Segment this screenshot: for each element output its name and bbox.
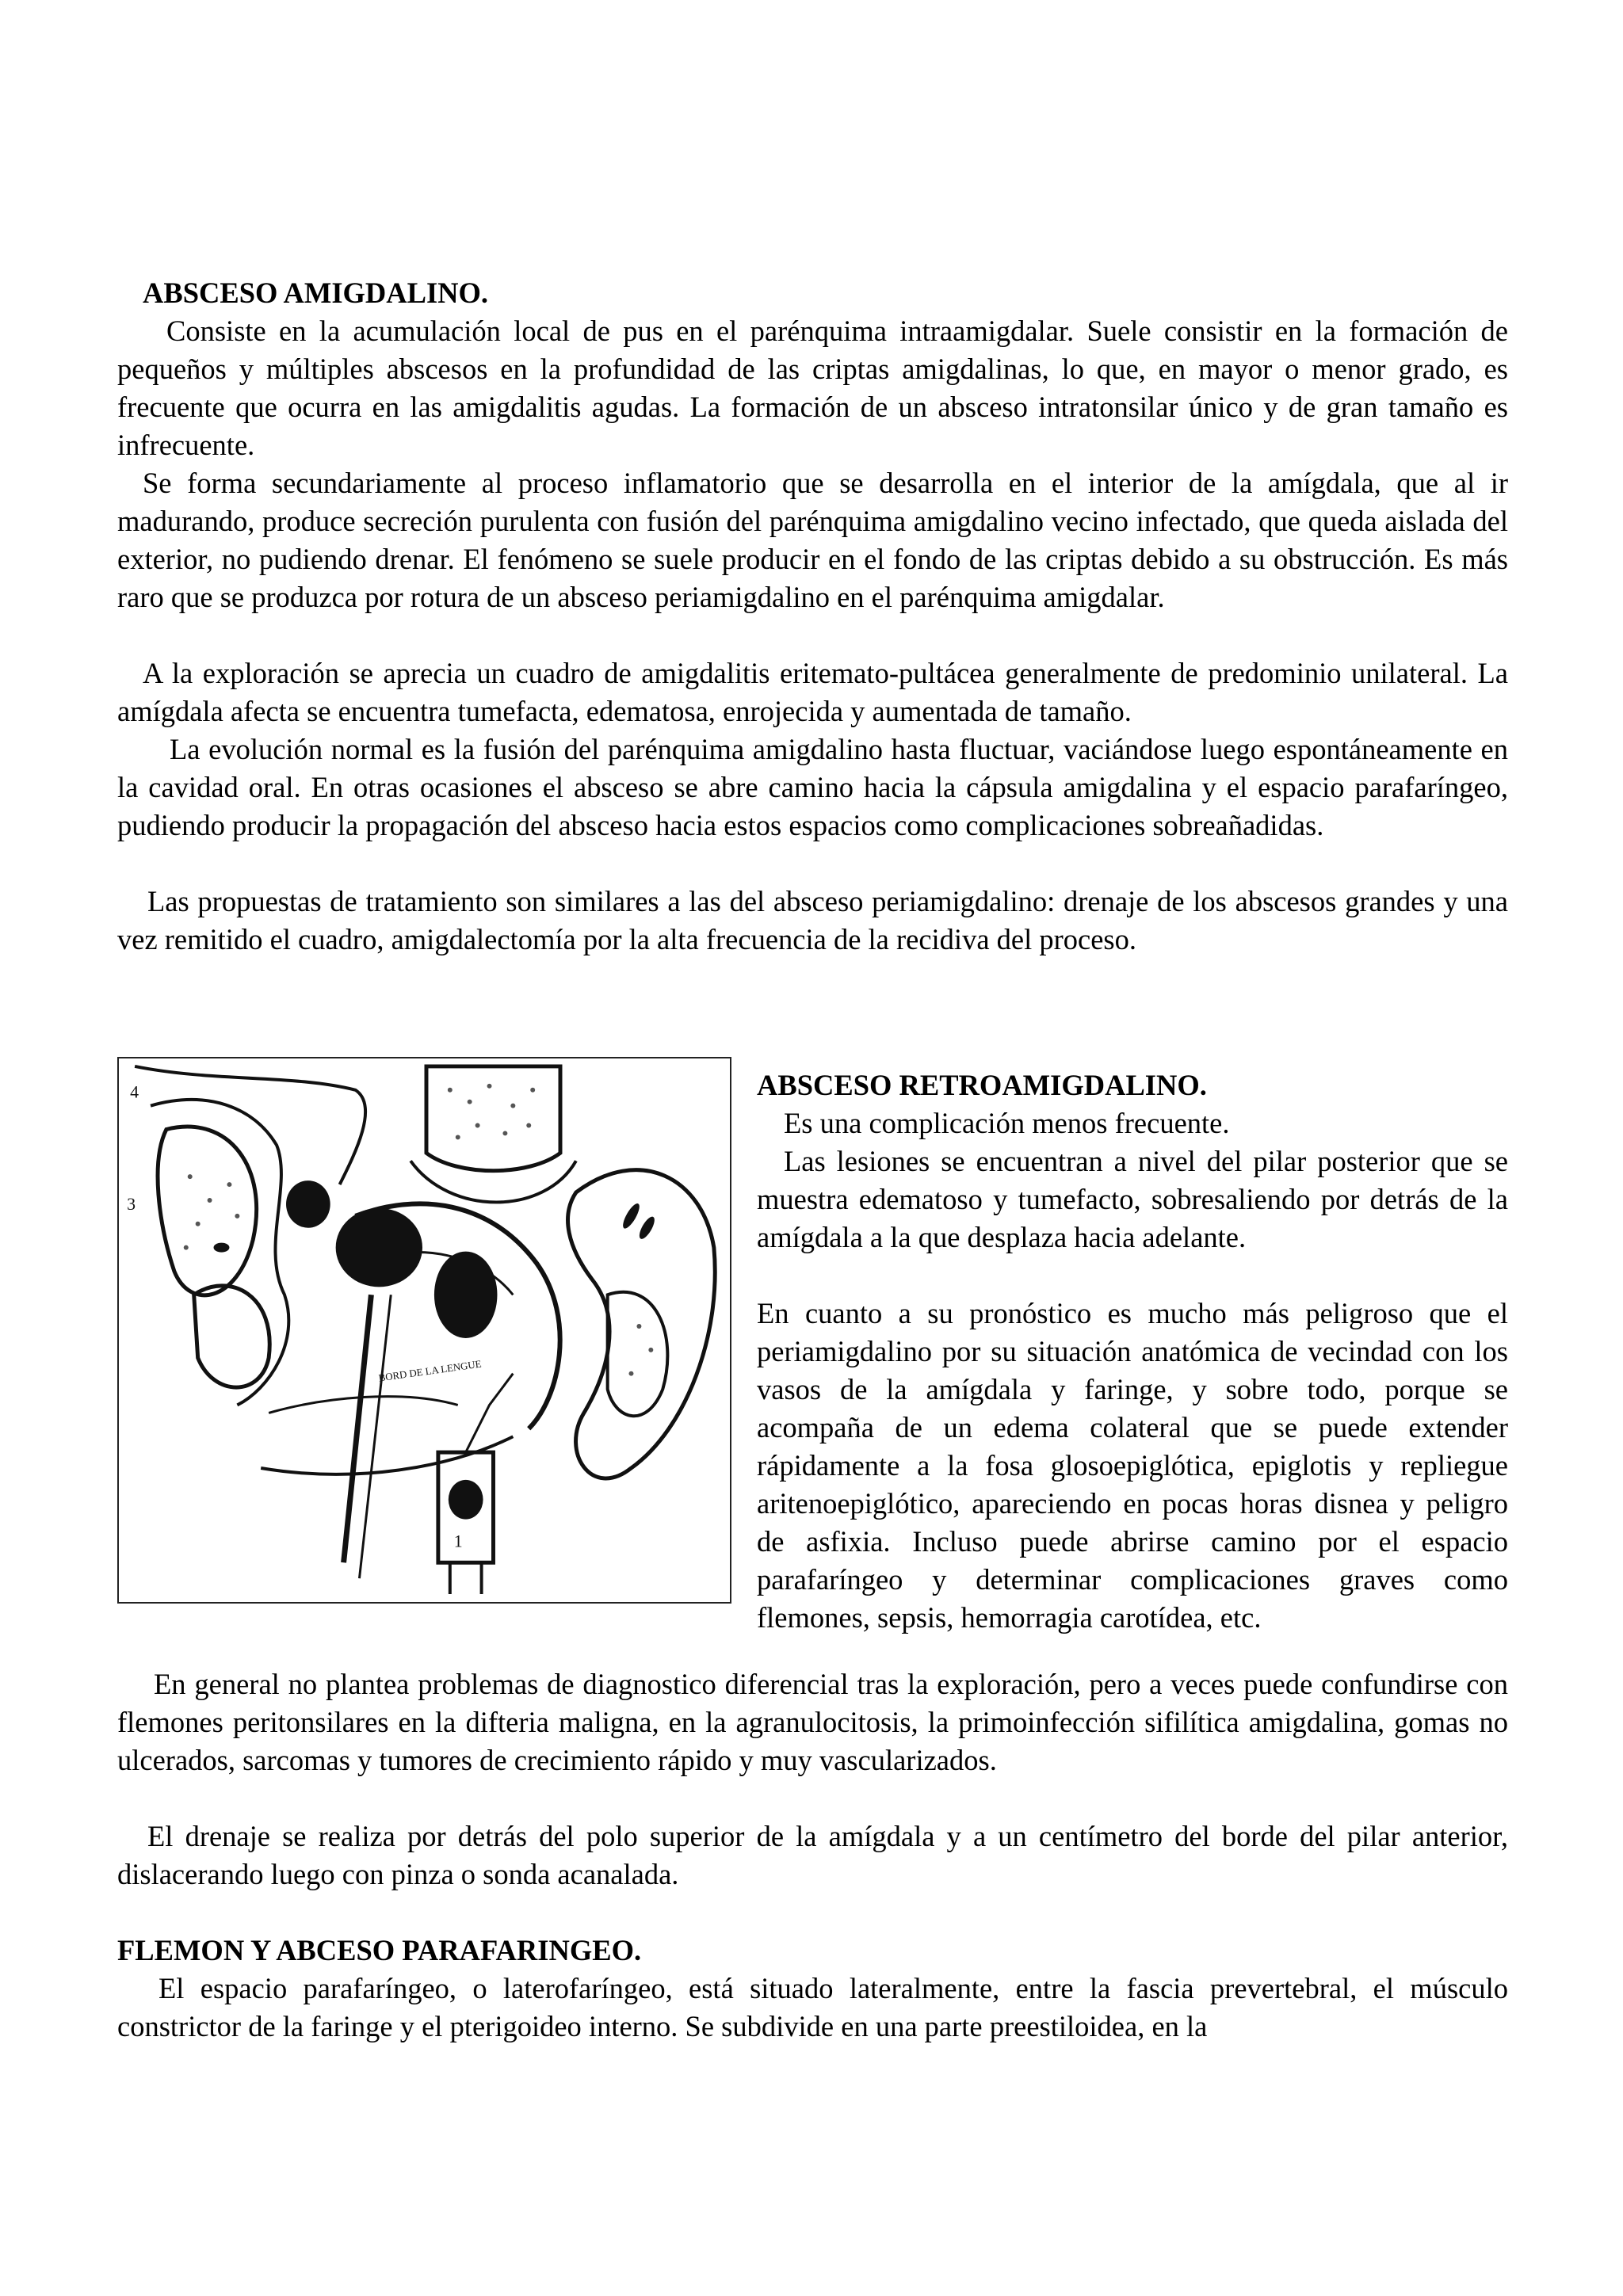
paragraph: Las lesiones se encuentran a nivel del pilar posterior que se muestra edematoso y tumefacto, sobresaliendo por detrás de la amígdala a la que desplaza hacia adelante. [757,1145,1508,1253]
paragraph: Las propuestas de tratamiento son similares a las del absceso periamigdalino: drenaje de los abscesos grandes y una vez remitido el cuadro, amigdalectomía por la alta frecuencia de la recidiva del proceso. [117,885,1508,955]
figure-label-4: 4 [130,1082,139,1102]
paragraph: Se forma secundariamente al proceso inflamatorio que se desarrolla en el interior de la amígdala, que al ir madurando, produce secreción purulenta con fusión del parénquima amigdalino vecino infectado, que queda aislada del exterior, no pudiendo drenar. El fenómeno se suele producir en el fondo de las criptas debido a su obstrucción. Es más raro que se produzca por rotura de un absceso periamigdalino en el parénquima amigdalar. [117,467,1508,613]
paragraph: La evolución normal es la fusión del parénquima amigdalino hasta fluctuar, vaciándose luego espontáneamente en la cavidad oral. En otras ocasiones el absceso se abre camino hacia la cápsula amigdalina y el espacio parafaríngeo, pudiendo producir la propagación del absceso hacia estos espacios como complicaciones sobreañadidas. [117,733,1508,841]
paragraph: En cuanto a su pronóstico es mucho más peligroso que el periamigdalino por su situación anatómica de vecindad con los vasos de la amígdala y faringe, y sobre todo, porque se acompaña de un edema colateral que se puede extender rápidamente a la fosa glosoepiglótica, epiglotis y repliegue aritenoepiglótico, apareciendo en pocas horas disnea y peligro de asfixia. Incluso puede abrirse camino por el espacio parafaríngeo y determinar complicaciones graves como flemones, sepsis, hemorragia carotídea, etc. [757,1297,1508,1634]
figure-label-bord-de-la-langue: BORD DE LA LENGUE [377,1357,483,1384]
section-title-absceso-amigdalino: ABSCESO AMIGDALINO. [143,277,489,309]
figure-label-3: 3 [127,1194,136,1214]
paragraph: El espacio parafaríngeo, o laterofaríngeo, está situado lateralmente, entre la fascia prevertebral, el músculo constrictor de la faringe y el pterigoideo interno. Se subdivide en una parte preestiloidea, en la [117,1972,1508,2042]
section-title-absceso-retroamigdalino: ABSCESO RETROAMIGDALINO. [757,1069,1207,1101]
retrotonsillar-abscess-drawing [119,1058,730,1602]
figure-label-1: 1 [453,1531,463,1551]
paragraph: En general no plantea problemas de diagnostico diferencial tras la exploración, pero a veces puede confundirse con flemones peritonsilares en la difteria maligna, en la agranulocitosis, la primoinfección sifilítica amigdalina, gomas no ulcerados, sarcomas y tumores de crecimiento rápido y muy vascularizados. [117,1668,1508,1776]
paragraph: A la exploración se aprecia un cuadro de amigdalitis eritemato-pultácea generalmente de predominio unilateral. La amígdala afecta se encuentra tumefacta, edematosa, enrojecida y aumentada de tamaño. [117,657,1508,727]
paragraph: Consiste en la acumulación local de pus en el parénquima intraamigdalar. Suele consistir en la formación de pequeños y múltiples abscesos en la profundidad de las criptas amigdalinas, lo que, en mayor o menor grado, es frecuente que ocurra en las amigdalitis agudas. La formación de un absceso intratonsilar único y de gran tamaño es infrecuente. [117,315,1508,461]
paragraph: El drenaje se realiza por detrás del polo superior de la amígdala y a un centímetro del borde del pilar anterior, dislacerando luego con pinza o sonda acanalada. [117,1820,1508,1890]
paragraph: Es una complicación menos frecuente. [784,1107,1230,1139]
anatomical-illustration [117,1057,731,1604]
section-title-flemon-parafaringeo: FLEMON Y ABCESO PARAFARINGEO. [117,1934,642,1966]
